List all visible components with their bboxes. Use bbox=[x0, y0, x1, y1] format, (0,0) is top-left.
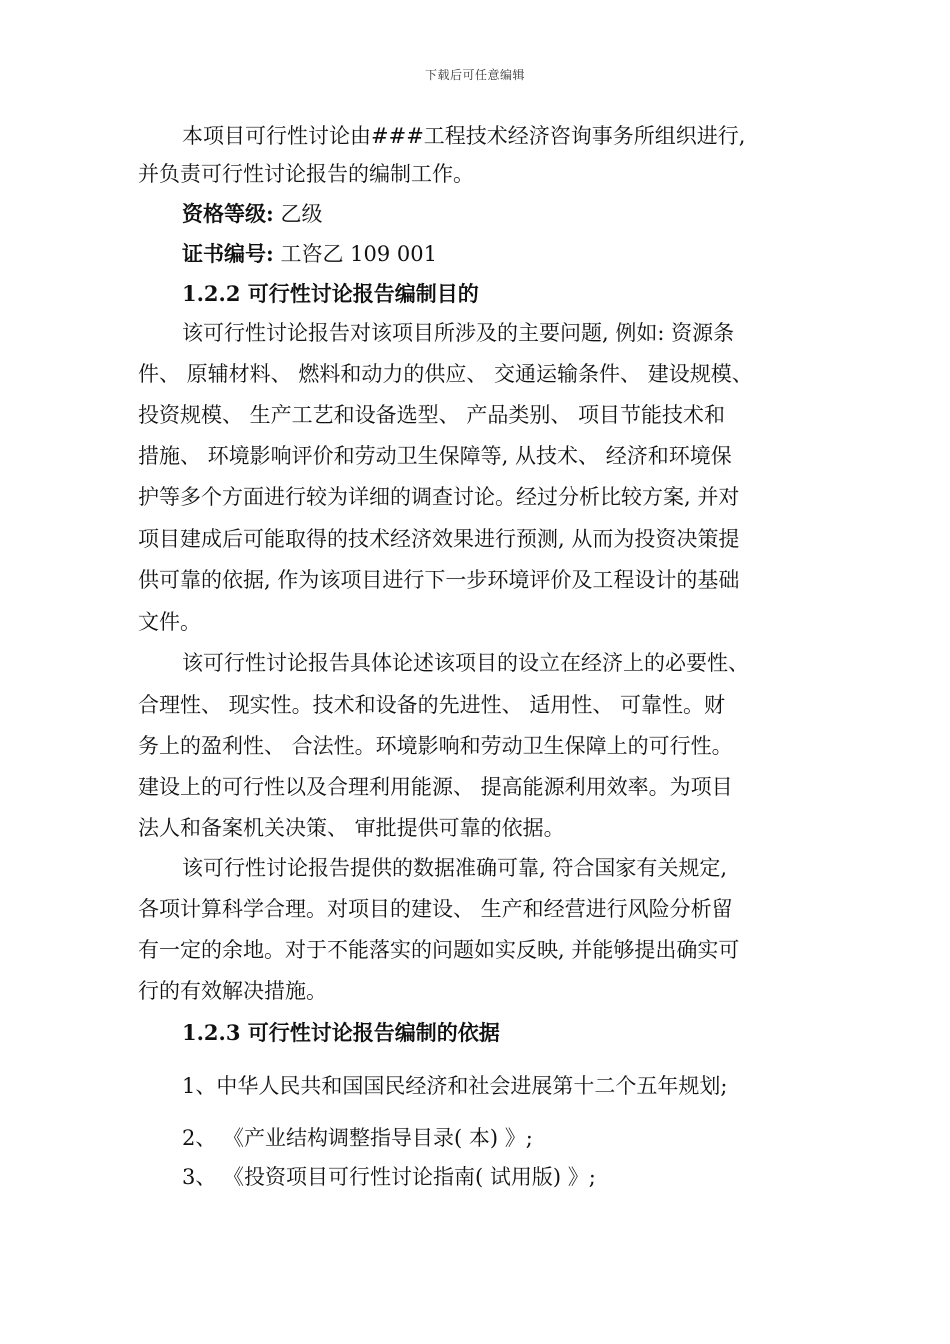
certificate-value: 工咨乙 109 001 bbox=[273, 242, 437, 266]
list-item: 1、中华人民共和国国民经济和社会进展第十二个五年规划; bbox=[182, 1074, 728, 1098]
paragraph-line: 件、 原辅材料、 燃料和动力的供应、 交通运输条件、 建设规模、 bbox=[138, 362, 753, 386]
qualification-value: 乙级 bbox=[273, 202, 323, 226]
qualification-label: 资格等级: bbox=[182, 201, 274, 226]
paragraph-line: 合理性、 现实性。技术和设备的先进性、 适用性、 可靠性。财 bbox=[138, 693, 726, 717]
paragraph-line: 该可行性讨论报告对该项目所涉及的主要问题, 例如: 资源条 bbox=[182, 321, 735, 345]
qualification-row bbox=[182, 203, 322, 225]
paragraph-line: 护等多个方面进行较为详细的调查讨论。经过分析比较方案, 并对 bbox=[138, 485, 740, 509]
paragraph-line: 各项计算科学合理。对项目的建设、 生产和经营进行风险分析留 bbox=[138, 897, 733, 921]
certificate-label: 证书编号: bbox=[182, 241, 274, 266]
paragraph-line: 措施、 环境影响评价和劳动卫生保障等, 从技术、 经济和环境保 bbox=[138, 444, 732, 468]
paragraph-line: 法人和备案机关决策、 审批提供可靠的依据。 bbox=[138, 816, 565, 840]
paragraph-line: 建设上的可行性以及合理利用能源、 提高能源利用效率。为项目 bbox=[138, 775, 733, 799]
paragraph-line: 有一定的余地。对于不能落实的问题如实反映, 并能够提出确实可 bbox=[138, 938, 740, 962]
paragraph-line: 本项目可行性讨论由###工程技术经济咨询事务所组织进行, bbox=[182, 124, 746, 148]
list-item: 2、 《产业结构调整指导目录( 本) 》; bbox=[182, 1126, 533, 1150]
paragraph-line: 该可行性讨论报告具体论述该项目的设立在经济上的必要性、 bbox=[182, 651, 749, 675]
paragraph-line: 行的有效解决措施。 bbox=[138, 979, 327, 1003]
page-header: 下载后可任意编辑 bbox=[424, 68, 525, 82]
paragraph-line: 供可靠的依据, 作为该项目进行下一步环境评价及工程设计的基础 bbox=[138, 568, 740, 592]
paragraph-line: 项目建成后可能取得的技术经济效果进行预测, 从而为投资决策提 bbox=[138, 527, 740, 551]
paragraph-line: 并负责可行性讨论报告的编制工作。 bbox=[138, 162, 474, 186]
list-item: 3、 《投资项目可行性讨论指南( 试用版) 》; bbox=[182, 1165, 596, 1189]
paragraph-line: 文件。 bbox=[138, 610, 201, 634]
certificate-row bbox=[182, 243, 437, 265]
paragraph-line: 该可行性讨论报告提供的数据准确可靠, 符合国家有关规定, bbox=[182, 856, 728, 880]
paragraph-line: 务上的盈利性、 合法性。环境影响和劳动卫生保障上的可行性。 bbox=[138, 734, 733, 758]
section-heading: 1.2.2 可行性讨论报告编制目的 bbox=[182, 281, 479, 306]
paragraph-line: 投资规模、 生产工艺和设备选型、 产品类别、 项目节能技术和 bbox=[138, 403, 726, 427]
section-heading: 1.2.3 可行性讨论报告编制的依据 bbox=[182, 1020, 500, 1045]
